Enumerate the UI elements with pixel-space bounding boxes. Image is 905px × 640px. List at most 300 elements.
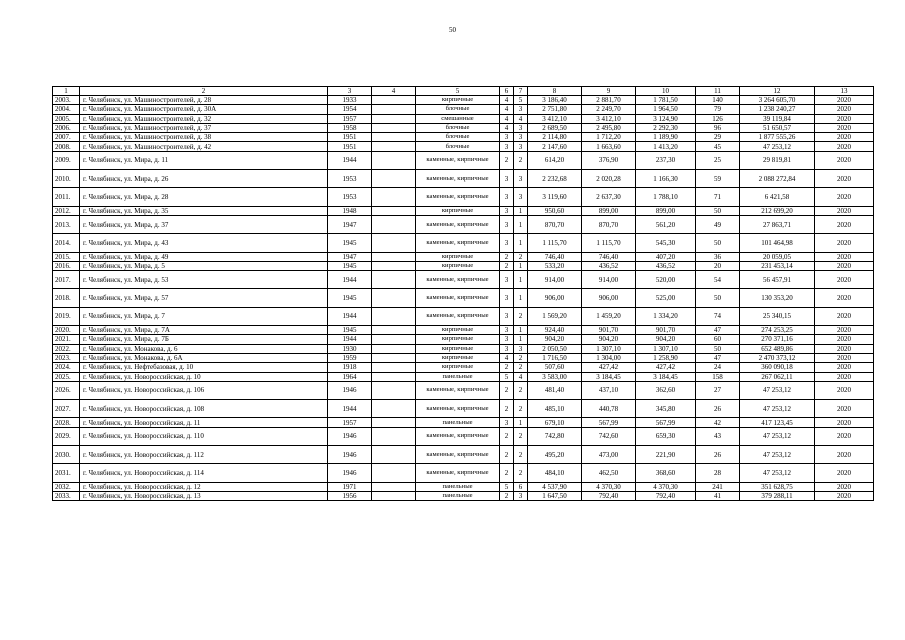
row-number-cell: 2003. (53, 96, 80, 105)
row-number-cell: 2030. (53, 446, 80, 464)
area-cell: 2 637,30 (582, 188, 636, 206)
year-cell: 1933 (328, 96, 372, 105)
wall-material-cell: кирпичные (416, 96, 500, 105)
row-number-cell: 2011. (53, 188, 80, 206)
wall-material-cell: кирпичные (416, 206, 500, 215)
residents-cell: 59 (696, 170, 740, 188)
wall-material-cell: кирпичные (416, 261, 500, 270)
row-number-cell: 2021. (53, 335, 80, 344)
floors-cell: 2 (500, 400, 514, 418)
year-plan-cell: 2020 (815, 96, 874, 105)
floors-cell: 2 (500, 381, 514, 399)
living-area-cell: 904,20 (636, 335, 696, 344)
year-plan-cell: 2020 (815, 271, 874, 289)
row-number-cell: 2008. (53, 142, 80, 151)
area-cell: 3 412,10 (582, 114, 636, 123)
entrances-cell: 6 (514, 482, 528, 491)
residents-cell: 47 (696, 326, 740, 335)
year-plan-cell: 2020 (815, 400, 874, 418)
year-cell: 1956 (328, 491, 372, 500)
residents-cell: 241 (696, 482, 740, 491)
address-cell: г. Челябинск, ул. Новороссийская, д. 10 (80, 372, 328, 381)
residents-cell: 126 (696, 114, 740, 123)
total-area-cell: 746,40 (528, 252, 582, 261)
year-cell: 1948 (328, 206, 372, 215)
column-number-cell: 4 (372, 87, 416, 96)
empty-cell (372, 271, 416, 289)
table-row (53, 215, 874, 233)
year-cell: 1959 (328, 353, 372, 362)
entrances-cell: 2 (514, 446, 528, 464)
address-cell: г. Челябинск, ул. Новороссийская, д. 114 (80, 464, 328, 482)
cost-cell: 25 340,15 (740, 307, 815, 325)
empty-cell (372, 418, 416, 427)
year-plan-cell: 2020 (815, 105, 874, 114)
empty-cell (372, 252, 416, 261)
cost-cell: 379 288,11 (740, 491, 815, 500)
year-cell: 1947 (328, 252, 372, 261)
total-area-cell: 1 569,20 (528, 307, 582, 325)
living-area-cell: 520,00 (636, 271, 696, 289)
address-cell: г. Челябинск, ул. Мира, д. 53 (80, 271, 328, 289)
year-plan-cell: 2020 (815, 234, 874, 252)
cost-cell: 39 119,84 (740, 114, 815, 123)
empty-cell (372, 427, 416, 445)
entrances-cell: 3 (514, 133, 528, 142)
year-plan-cell: 2020 (815, 363, 874, 372)
total-area-cell: 679,10 (528, 418, 582, 427)
year-cell: 1945 (328, 326, 372, 335)
total-area-cell: 2 751,80 (528, 105, 582, 114)
year-plan-cell: 2020 (815, 151, 874, 169)
year-cell: 1964 (328, 372, 372, 381)
total-area-cell: 3 412,10 (528, 114, 582, 123)
area-cell: 2 020,28 (582, 170, 636, 188)
year-cell: 1971 (328, 482, 372, 491)
table-row (53, 491, 874, 500)
floors-cell: 3 (500, 234, 514, 252)
floors-cell: 5 (500, 372, 514, 381)
floors-cell: 3 (500, 170, 514, 188)
year-plan-cell: 2020 (815, 418, 874, 427)
area-cell: 2 249,70 (582, 105, 636, 114)
residents-cell: 74 (696, 307, 740, 325)
row-number-cell: 2025. (53, 372, 80, 381)
year-cell: 1946 (328, 381, 372, 399)
address-cell: г. Челябинск, ул. Новороссийская, д. 11 (80, 418, 328, 427)
table-row (53, 344, 874, 353)
living-area-cell: 567,99 (636, 418, 696, 427)
address-cell: г. Челябинск, ул. Машиностроителей, д. 28 (80, 96, 328, 105)
year-plan-cell: 2020 (815, 170, 874, 188)
address-cell: г. Челябинск, ул. Новороссийская, д. 110 (80, 427, 328, 445)
wall-material-cell: кирпичные (416, 252, 500, 261)
empty-cell (372, 446, 416, 464)
year-cell: 1930 (328, 344, 372, 353)
wall-material-cell: смешанные (416, 114, 500, 123)
entrances-cell: 2 (514, 151, 528, 169)
row-number-cell: 2014. (53, 234, 80, 252)
living-area-cell: 545,30 (636, 234, 696, 252)
row-number-cell: 2024. (53, 363, 80, 372)
cost-cell: 212 699,20 (740, 206, 815, 215)
year-plan-cell: 2020 (815, 353, 874, 362)
area-cell: 792,40 (582, 491, 636, 500)
empty-cell (372, 133, 416, 142)
wall-material-cell: каменные, кирпичные (416, 446, 500, 464)
row-number-cell: 2033. (53, 491, 80, 500)
wall-material-cell: каменные, кирпичные (416, 381, 500, 399)
year-plan-cell: 2020 (815, 464, 874, 482)
table-row (53, 446, 874, 464)
total-area-cell: 2 114,80 (528, 133, 582, 142)
cost-cell: 351 628,75 (740, 482, 815, 491)
empty-cell (372, 381, 416, 399)
floors-cell: 3 (500, 326, 514, 335)
wall-material-cell: панельные (416, 418, 500, 427)
total-area-cell: 484,10 (528, 464, 582, 482)
table-row (53, 170, 874, 188)
cost-cell: 2 470 373,12 (740, 353, 815, 362)
cost-cell: 130 353,20 (740, 289, 815, 307)
year-plan-cell: 2020 (815, 215, 874, 233)
entrances-cell: 2 (514, 363, 528, 372)
floors-cell: 3 (500, 206, 514, 215)
empty-cell (372, 151, 416, 169)
column-number-cell: 11 (696, 87, 740, 96)
cost-cell: 267 062,11 (740, 372, 815, 381)
table-row (53, 123, 874, 132)
entrances-cell: 5 (514, 96, 528, 105)
living-area-cell: 901,70 (636, 326, 696, 335)
residents-cell: 50 (696, 206, 740, 215)
year-plan-cell: 2020 (815, 372, 874, 381)
table-row (53, 464, 874, 482)
floors-cell: 2 (500, 446, 514, 464)
area-cell: 1 459,20 (582, 307, 636, 325)
wall-material-cell: блочные (416, 123, 500, 132)
residents-cell: 36 (696, 252, 740, 261)
empty-cell (372, 215, 416, 233)
row-number-cell: 2032. (53, 482, 80, 491)
residents-cell: 96 (696, 123, 740, 132)
cost-cell: 417 123,45 (740, 418, 815, 427)
year-cell: 1944 (328, 307, 372, 325)
entrances-cell: 3 (514, 142, 528, 151)
total-area-cell: 906,00 (528, 289, 582, 307)
entrances-cell: 4 (514, 114, 528, 123)
total-area-cell: 2 689,50 (528, 123, 582, 132)
area-cell: 899,00 (582, 206, 636, 215)
column-number-cell: 9 (582, 87, 636, 96)
living-area-cell: 4 370,30 (636, 482, 696, 491)
entrances-cell: 1 (514, 234, 528, 252)
row-number-cell: 2007. (53, 133, 80, 142)
floors-cell: 2 (500, 464, 514, 482)
cost-cell: 6 421,58 (740, 188, 815, 206)
wall-material-cell: каменные, кирпичные (416, 234, 500, 252)
cost-cell: 20 059,05 (740, 252, 815, 261)
year-plan-cell: 2020 (815, 344, 874, 353)
entrances-cell: 3 (514, 491, 528, 500)
living-area-cell: 3 184,45 (636, 372, 696, 381)
area-cell: 1 304,00 (582, 353, 636, 362)
cost-cell: 47 253,12 (740, 142, 815, 151)
empty-cell (372, 188, 416, 206)
total-area-cell: 533,20 (528, 261, 582, 270)
table-row (53, 105, 874, 114)
cost-cell: 27 863,71 (740, 215, 815, 233)
address-cell: г. Челябинск, ул. Монакова, д. 6 (80, 344, 328, 353)
year-cell: 1918 (328, 363, 372, 372)
row-number-cell: 2018. (53, 289, 80, 307)
total-area-cell: 481,40 (528, 381, 582, 399)
year-plan-cell: 2020 (815, 123, 874, 132)
empty-cell (372, 363, 416, 372)
residents-cell: 26 (696, 446, 740, 464)
row-number-cell: 2004. (53, 105, 80, 114)
residents-cell: 43 (696, 427, 740, 445)
table-row (53, 418, 874, 427)
floors-cell: 3 (500, 289, 514, 307)
entrances-cell: 3 (514, 344, 528, 353)
area-cell: 742,60 (582, 427, 636, 445)
empty-cell (372, 114, 416, 123)
address-cell: г. Челябинск, ул. Машиностроителей, д. 32 (80, 114, 328, 123)
wall-material-cell: панельные (416, 491, 500, 500)
residents-cell: 60 (696, 335, 740, 344)
address-cell: г. Челябинск, ул. Мира, д. 37 (80, 215, 328, 233)
residents-cell: 50 (696, 344, 740, 353)
residents-cell: 29 (696, 133, 740, 142)
year-cell: 1957 (328, 114, 372, 123)
wall-material-cell: каменные, кирпичные (416, 188, 500, 206)
cost-cell: 51 650,57 (740, 123, 815, 132)
year-plan-cell: 2020 (815, 427, 874, 445)
floors-cell: 2 (500, 151, 514, 169)
living-area-cell: 427,42 (636, 363, 696, 372)
year-cell: 1951 (328, 142, 372, 151)
year-cell: 1946 (328, 464, 372, 482)
address-cell: г. Челябинск, ул. Мира, д. 5 (80, 261, 328, 270)
row-number-cell: 2027. (53, 400, 80, 418)
row-number-cell: 2013. (53, 215, 80, 233)
total-area-cell: 742,80 (528, 427, 582, 445)
total-area-cell: 3 119,60 (528, 188, 582, 206)
area-cell: 473,00 (582, 446, 636, 464)
address-cell: г. Челябинск, ул. Новороссийская, д. 108 (80, 400, 328, 418)
empty-cell (372, 96, 416, 105)
area-cell: 2 495,80 (582, 123, 636, 132)
floors-cell: 2 (500, 491, 514, 500)
address-cell: г. Челябинск, ул. Машиностроителей, д. 37 (80, 123, 328, 132)
row-number-cell: 2019. (53, 307, 80, 325)
entrances-cell: 2 (514, 400, 528, 418)
empty-cell (372, 326, 416, 335)
wall-material-cell: панельные (416, 482, 500, 491)
column-number-row (53, 87, 874, 96)
wall-material-cell: каменные, кирпичные (416, 400, 500, 418)
floors-cell: 4 (500, 123, 514, 132)
living-area-cell: 1 166,30 (636, 170, 696, 188)
living-area-cell: 1 334,20 (636, 307, 696, 325)
living-area-cell: 2 292,30 (636, 123, 696, 132)
total-area-cell: 4 537,90 (528, 482, 582, 491)
year-plan-cell: 2020 (815, 446, 874, 464)
year-cell: 1945 (328, 234, 372, 252)
floors-cell: 3 (500, 335, 514, 344)
address-cell: г. Челябинск, ул. Мира, д. 43 (80, 234, 328, 252)
row-number-cell: 2017. (53, 271, 80, 289)
year-plan-cell: 2020 (815, 289, 874, 307)
floors-cell: 3 (500, 418, 514, 427)
row-number-cell: 2015. (53, 252, 80, 261)
residents-cell: 28 (696, 464, 740, 482)
cost-cell: 47 253,12 (740, 446, 815, 464)
area-cell: 4 370,30 (582, 482, 636, 491)
area-cell: 2 881,70 (582, 96, 636, 105)
entrances-cell: 3 (514, 123, 528, 132)
year-cell: 1944 (328, 400, 372, 418)
table-row (53, 381, 874, 399)
wall-material-cell: панельные (416, 372, 500, 381)
cost-cell: 270 371,16 (740, 335, 815, 344)
year-plan-cell: 2020 (815, 188, 874, 206)
floors-cell: 2 (500, 252, 514, 261)
living-area-cell: 792,40 (636, 491, 696, 500)
table-row (53, 252, 874, 261)
empty-cell (372, 261, 416, 270)
table-row (53, 363, 874, 372)
area-cell: 376,90 (582, 151, 636, 169)
row-number-cell: 2023. (53, 353, 80, 362)
total-area-cell: 3 583,00 (528, 372, 582, 381)
entrances-cell: 2 (514, 464, 528, 482)
table-row (53, 353, 874, 362)
address-cell: г. Челябинск, ул. Новороссийская, д. 12 (80, 482, 328, 491)
cost-cell: 47 253,12 (740, 464, 815, 482)
entrances-cell: 3 (514, 105, 528, 114)
table-row (53, 482, 874, 491)
residents-cell: 50 (696, 289, 740, 307)
residents-cell: 158 (696, 372, 740, 381)
row-number-cell: 2006. (53, 123, 80, 132)
total-area-cell: 914,00 (528, 271, 582, 289)
wall-material-cell: кирпичные (416, 326, 500, 335)
column-number-cell: 8 (528, 87, 582, 96)
row-number-cell: 2031. (53, 464, 80, 482)
living-area-cell: 899,00 (636, 206, 696, 215)
column-number-cell: 5 (416, 87, 500, 96)
wall-material-cell: блочные (416, 105, 500, 114)
cost-cell: 1 877 555,26 (740, 133, 815, 142)
floors-cell: 5 (500, 482, 514, 491)
floors-cell: 3 (500, 344, 514, 353)
year-cell: 1944 (328, 151, 372, 169)
entrances-cell: 1 (514, 271, 528, 289)
year-plan-cell: 2020 (815, 307, 874, 325)
year-cell: 1946 (328, 446, 372, 464)
area-cell: 914,00 (582, 271, 636, 289)
floors-cell: 3 (500, 215, 514, 233)
year-plan-cell: 2020 (815, 252, 874, 261)
residents-cell: 26 (696, 400, 740, 418)
entrances-cell: 2 (514, 252, 528, 261)
entrances-cell: 2 (514, 427, 528, 445)
total-area-cell: 614,20 (528, 151, 582, 169)
table-row (53, 289, 874, 307)
column-number-cell: 6 (500, 87, 514, 96)
total-area-cell: 924,40 (528, 326, 582, 335)
entrances-cell: 1 (514, 215, 528, 233)
empty-cell (372, 372, 416, 381)
empty-cell (372, 105, 416, 114)
residents-cell: 27 (696, 381, 740, 399)
total-area-cell: 870,70 (528, 215, 582, 233)
entrances-cell: 2 (514, 353, 528, 362)
cost-cell: 2 088 272,84 (740, 170, 815, 188)
table-row (53, 206, 874, 215)
total-area-cell: 485,10 (528, 400, 582, 418)
year-cell: 1945 (328, 261, 372, 270)
empty-cell (372, 307, 416, 325)
row-number-cell: 2029. (53, 427, 80, 445)
residents-cell: 45 (696, 142, 740, 151)
area-cell: 1 663,60 (582, 142, 636, 151)
table-row (53, 326, 874, 335)
wall-material-cell: каменные, кирпичные (416, 307, 500, 325)
empty-cell (372, 335, 416, 344)
table-row (53, 188, 874, 206)
wall-material-cell: блочные (416, 133, 500, 142)
residents-cell: 71 (696, 188, 740, 206)
residents-cell: 24 (696, 363, 740, 372)
wall-material-cell: каменные, кирпичные (416, 215, 500, 233)
year-cell: 1944 (328, 271, 372, 289)
living-area-cell: 1 964,50 (636, 105, 696, 114)
year-cell: 1954 (328, 105, 372, 114)
total-area-cell: 2 232,68 (528, 170, 582, 188)
living-area-cell: 3 124,90 (636, 114, 696, 123)
cost-cell: 47 253,12 (740, 381, 815, 399)
address-cell: г. Челябинск, ул. Мира, д. 26 (80, 170, 328, 188)
entrances-cell: 1 (514, 335, 528, 344)
year-cell: 1953 (328, 188, 372, 206)
year-plan-cell: 2020 (815, 335, 874, 344)
total-area-cell: 495,20 (528, 446, 582, 464)
entrances-cell: 2 (514, 381, 528, 399)
wall-material-cell: каменные, кирпичные (416, 151, 500, 169)
year-cell: 1946 (328, 427, 372, 445)
living-area-cell: 1 781,50 (636, 96, 696, 105)
address-cell: г. Челябинск, ул. Машиностроителей, д. 42 (80, 142, 328, 151)
address-cell: г. Челябинск, ул. Мира, д. 57 (80, 289, 328, 307)
year-cell: 1947 (328, 215, 372, 233)
table-row (53, 96, 874, 105)
area-cell: 1 115,70 (582, 234, 636, 252)
living-area-cell: 1 788,10 (636, 188, 696, 206)
living-area-cell: 561,20 (636, 215, 696, 233)
address-cell: г. Челябинск, ул. Мира, д. 11 (80, 151, 328, 169)
year-cell: 1951 (328, 133, 372, 142)
wall-material-cell: кирпичные (416, 353, 500, 362)
address-cell: г. Челябинск, ул. Новороссийская, д. 112 (80, 446, 328, 464)
row-number-cell: 2022. (53, 344, 80, 353)
column-number-cell: 2 (80, 87, 328, 96)
row-number-cell: 2012. (53, 206, 80, 215)
empty-cell (372, 344, 416, 353)
living-area-cell: 237,30 (636, 151, 696, 169)
